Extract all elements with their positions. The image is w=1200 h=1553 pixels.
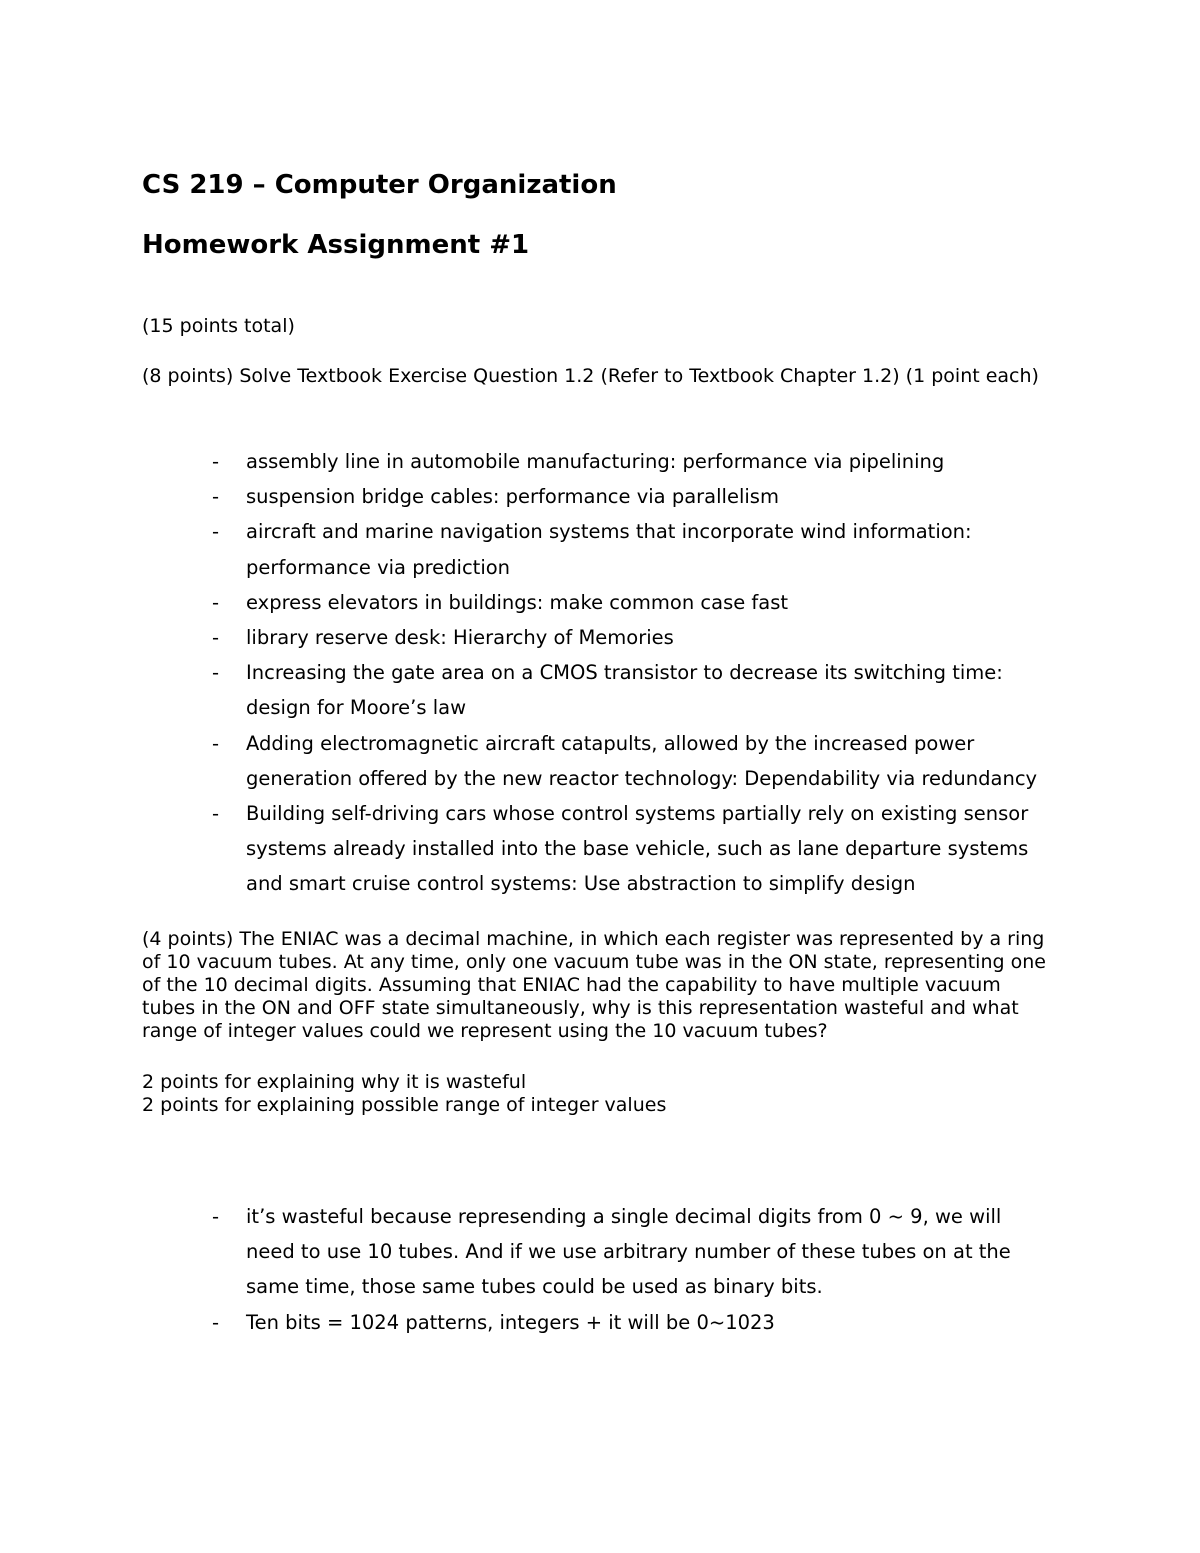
list-item-text: Increasing the gate area on a CMOS transistor to decrease its switching time: design for Moore’s law — [246, 661, 1003, 720]
list-item-text: Adding electromagnetic aircraft catapults, allowed by the increased power generation offered by the new reactor technology: Dependability via redundancy — [246, 731, 1038, 790]
list-item — [142, 585, 1052, 620]
bullet-dash: - — [212, 731, 220, 755]
bullet-dash: - — [212, 450, 220, 473]
list-item — [142, 1305, 1052, 1340]
list-item-text: Ten bits = 1024 patterns, integers + it will be 0~1023 — [246, 1310, 775, 1334]
list-item — [142, 1199, 1052, 1305]
rubric-line-1: 2 points for explaining why it is wasteful — [142, 1071, 527, 1093]
list-item-text: Building self-driving cars whose control systems partially rely on existing sensor systems already installed into the base vehicle, such as lane departure systems and smart cruise control systems: Use abstraction to simplify design — [246, 802, 1029, 896]
list-item-text: assembly line in automobile manufacturing: performance via pipelining — [246, 450, 945, 473]
list-item-text: suspension bridge cables: performance via parallelism — [246, 485, 779, 509]
assignment-title: Homework Assignment #1 — [142, 230, 530, 260]
list-item-text: aircraft and marine navigation systems that incorporate wind information: performance via prediction — [246, 520, 972, 579]
list-item-text: it’s wasteful because represending a single decimal digits from 0 ~ 9, we will need to use 10 tubes. And if we use arbitrary number of these tubes on at the same time, those same tubes could be used as binary bits. — [246, 1205, 1011, 1299]
course-title: CS 219 – Computer Organization — [142, 170, 617, 200]
bullet-dash: - — [212, 661, 220, 685]
list-item — [142, 796, 1052, 902]
list-item-text: express elevators in buildings: make common case fast — [246, 590, 789, 614]
total-points: (15 points total) — [142, 315, 295, 337]
question1-answer-list — [142, 444, 1052, 902]
question1-prompt: (8 points) Solve Textbook Exercise Question 1.2 (Refer to Textbook Chapter 1.2) (1 point each) — [142, 365, 1039, 387]
bullet-dash: - — [212, 626, 220, 650]
bullet-dash: - — [212, 590, 220, 614]
bullet-dash: - — [212, 1205, 220, 1228]
list-item — [142, 514, 1052, 584]
list-item — [142, 444, 1052, 479]
list-item — [142, 620, 1052, 655]
bullet-dash: - — [212, 485, 220, 509]
bullet-dash: - — [212, 1310, 220, 1334]
document-page — [142, 0, 1052, 1553]
list-item — [142, 655, 1052, 725]
bullet-dash: - — [212, 802, 220, 826]
list-item-text: library reserve desk: Hierarchy of Memories — [246, 626, 674, 650]
rubric-line-2: 2 points for explaining possible range of integer values — [142, 1094, 667, 1116]
bullet-dash: - — [212, 520, 220, 544]
question2-answer-list — [142, 1199, 1052, 1340]
list-item — [142, 726, 1052, 796]
list-item — [142, 479, 1052, 514]
question2-prompt: (4 points) The ENIAC was a decimal machine, in which each register was represented by a ring of 10 vacuum tubes. At any time, only one vacuum tube was in the ON state, representing one of the 10 decimal digits. Assuming that ENIAC had the capability to have multiple vacuum tubes in the ON and OFF state simultaneously, why is this representation wasteful and what range of integer values could we represent using the 10 vacuum tubes? — [142, 928, 1046, 1042]
